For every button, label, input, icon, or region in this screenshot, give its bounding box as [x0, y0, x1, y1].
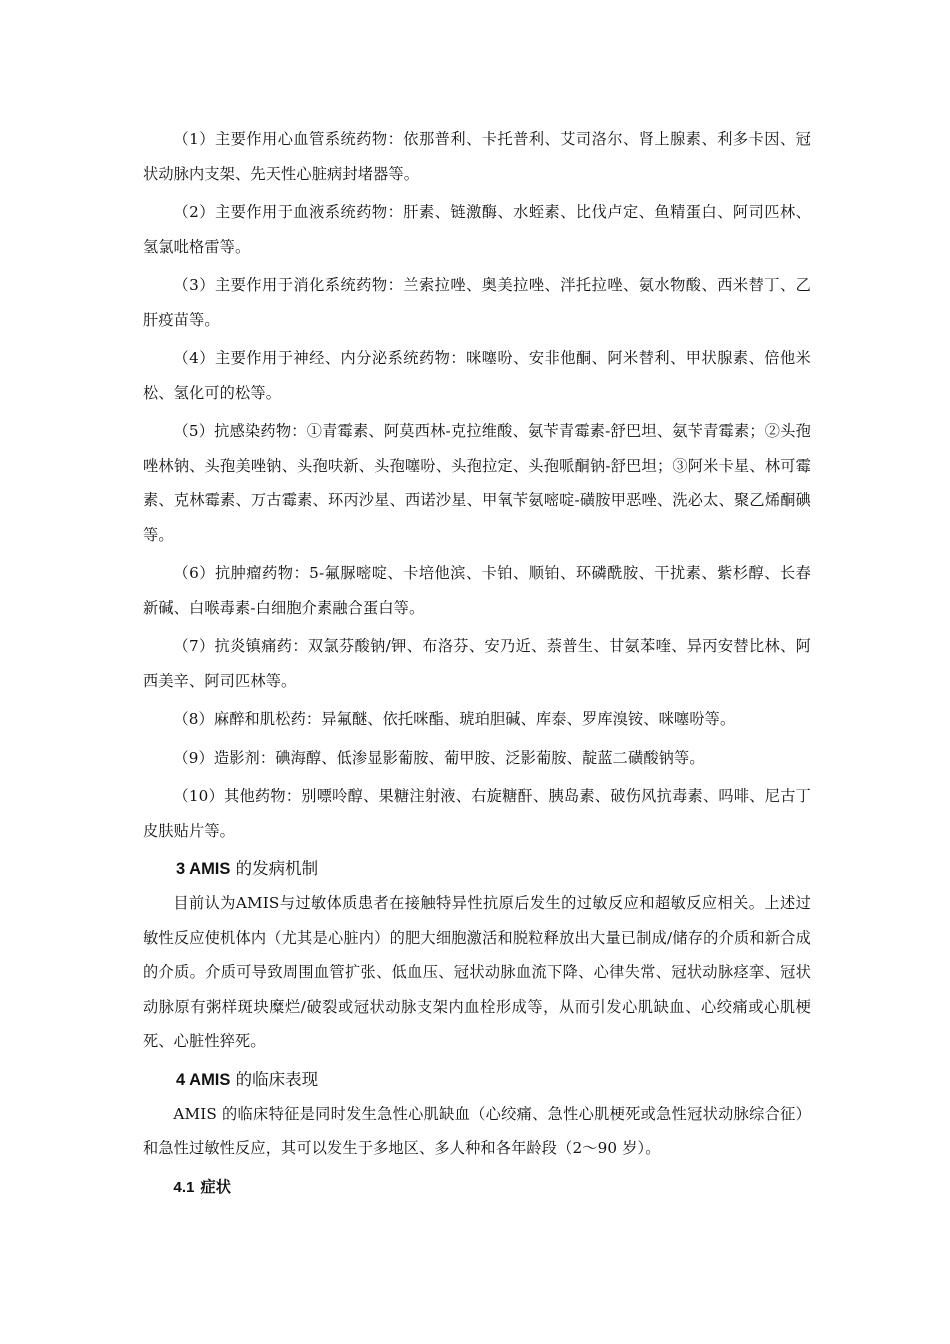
section-3-body: 目前认为AMIS与过敏体质患者在接触特异性抗原后发生的过敏反应和超敏反应相关。上述过敏性反应使机体内（尤其是心脏内）的肥大细胞激活和脱粒释放出大量已制成/储存的介质和新合成的介质。介质可导致周围血管扩张、低血压、冠状动脉血流下降、心律失常、冠状动脉痉挛、冠状动脉原有粥样斑块糜烂/破裂或冠状动脉支架内血栓形成等，从而引发心肌缺血、心绞痛或心肌梗死、心脏性猝死。 — [143, 894, 811, 1050]
section-4-1-heading — [143, 1170, 811, 1205]
section-4-heading — [143, 1063, 811, 1097]
drug-list-item-6: （6）抗肿瘤药物：5-氟脲嘧啶、卡培他滨、卡铂、顺铂、环磷酰胺、干扰素、紫杉醇、长春新碱、白喉毒素-白细胞介素融合蛋白等。 — [143, 564, 811, 617]
drug-list-item-3: （3）主要作用于消化系统药物：兰索拉唑、奥美拉唑、泮托拉唑、氨水物酸、西米替丁、乙肝疫苗等。 — [143, 276, 811, 329]
section-4-body: AMIS 的临床特征是同时发生急性心肌缺血（心绞痛、急性心肌梗死或急性冠状动脉综合征）和急性过敏性反应，其可以发生于多地区、多人种和各年龄段（2～90 岁）。 — [143, 1104, 811, 1157]
drug-list-item-8: （8）麻醉和肌松药：异氟醚、依托咪酯、琥珀胆碱、库泰、罗库溴铵、咪噻吩等。 — [173, 710, 736, 728]
section-3-heading — [143, 852, 811, 886]
drug-list-item-9: （9）造影剂：碘海醇、低渗显影葡胺、葡甲胺、泛影葡胺、靛蓝二磺酸钠等。 — [173, 748, 705, 767]
section-4-1-title: 症状 — [200, 1177, 231, 1196]
drug-list-item-2: （2）主要作用于血液系统药物：肝素、链激酶、水蛭素、比伐卢定、鱼精蛋白、阿司匹林、氢氯吡格雷等。 — [143, 203, 811, 256]
document-body — [143, 122, 811, 1205]
section-4-title: 的临床表现 — [230, 1069, 319, 1089]
section-3-title: 的发病机制 — [230, 859, 319, 878]
drug-list-item-5: （5）抗感染药物：①青霉素、阿莫西林-克拉维酸、氨苄青霉素-舒巴坦、氨苄青霉素；②头孢唑林钠、头孢美唑钠、头孢呋新、头孢噻吩、头孢拉定、头孢哌酮钠-舒巴坦；③阿米卡星、林可霉素、克林霉素、万古霉素、环丙沙星、西诺沙星、甲氧苄氨嘧啶-磺胺甲恶唑、洗必太、聚乙烯酮碘等。 — [143, 422, 811, 544]
section-3-number: 3 AMIS — [176, 860, 231, 878]
drug-list-item-7: （7）抗炎镇痛药：双氯芬酸钠/钾、布洛芬、安乃近、萘普生、甘氨苯喹、异丙安替比林、阿西美辛、阿司匹林等。 — [143, 637, 811, 690]
drug-list-item-4: （4）主要作用于神经、内分泌系统药物：咪噻吩、安非他酮、阿米替利、甲状腺素、倍他米松、氢化可的松等。 — [143, 349, 811, 402]
drug-list-item-10: （10）其他药物：别嘌呤醇、果糖注射液、右旋糖酐、胰岛素、破伤风抗毒素、吗啡、尼古丁皮肤贴片等。 — [143, 787, 811, 840]
section-4-1-number: 4.1 — [173, 1178, 195, 1196]
drug-list-item-1: （1）主要作用心血管系统药物：依那普利、卡托普利、艾司洛尔、肾上腺素、利多卡因、冠状动脉内支架、先天性心脏病封堵器等。 — [143, 130, 811, 183]
section-4-number: 4 AMIS — [176, 1070, 231, 1089]
